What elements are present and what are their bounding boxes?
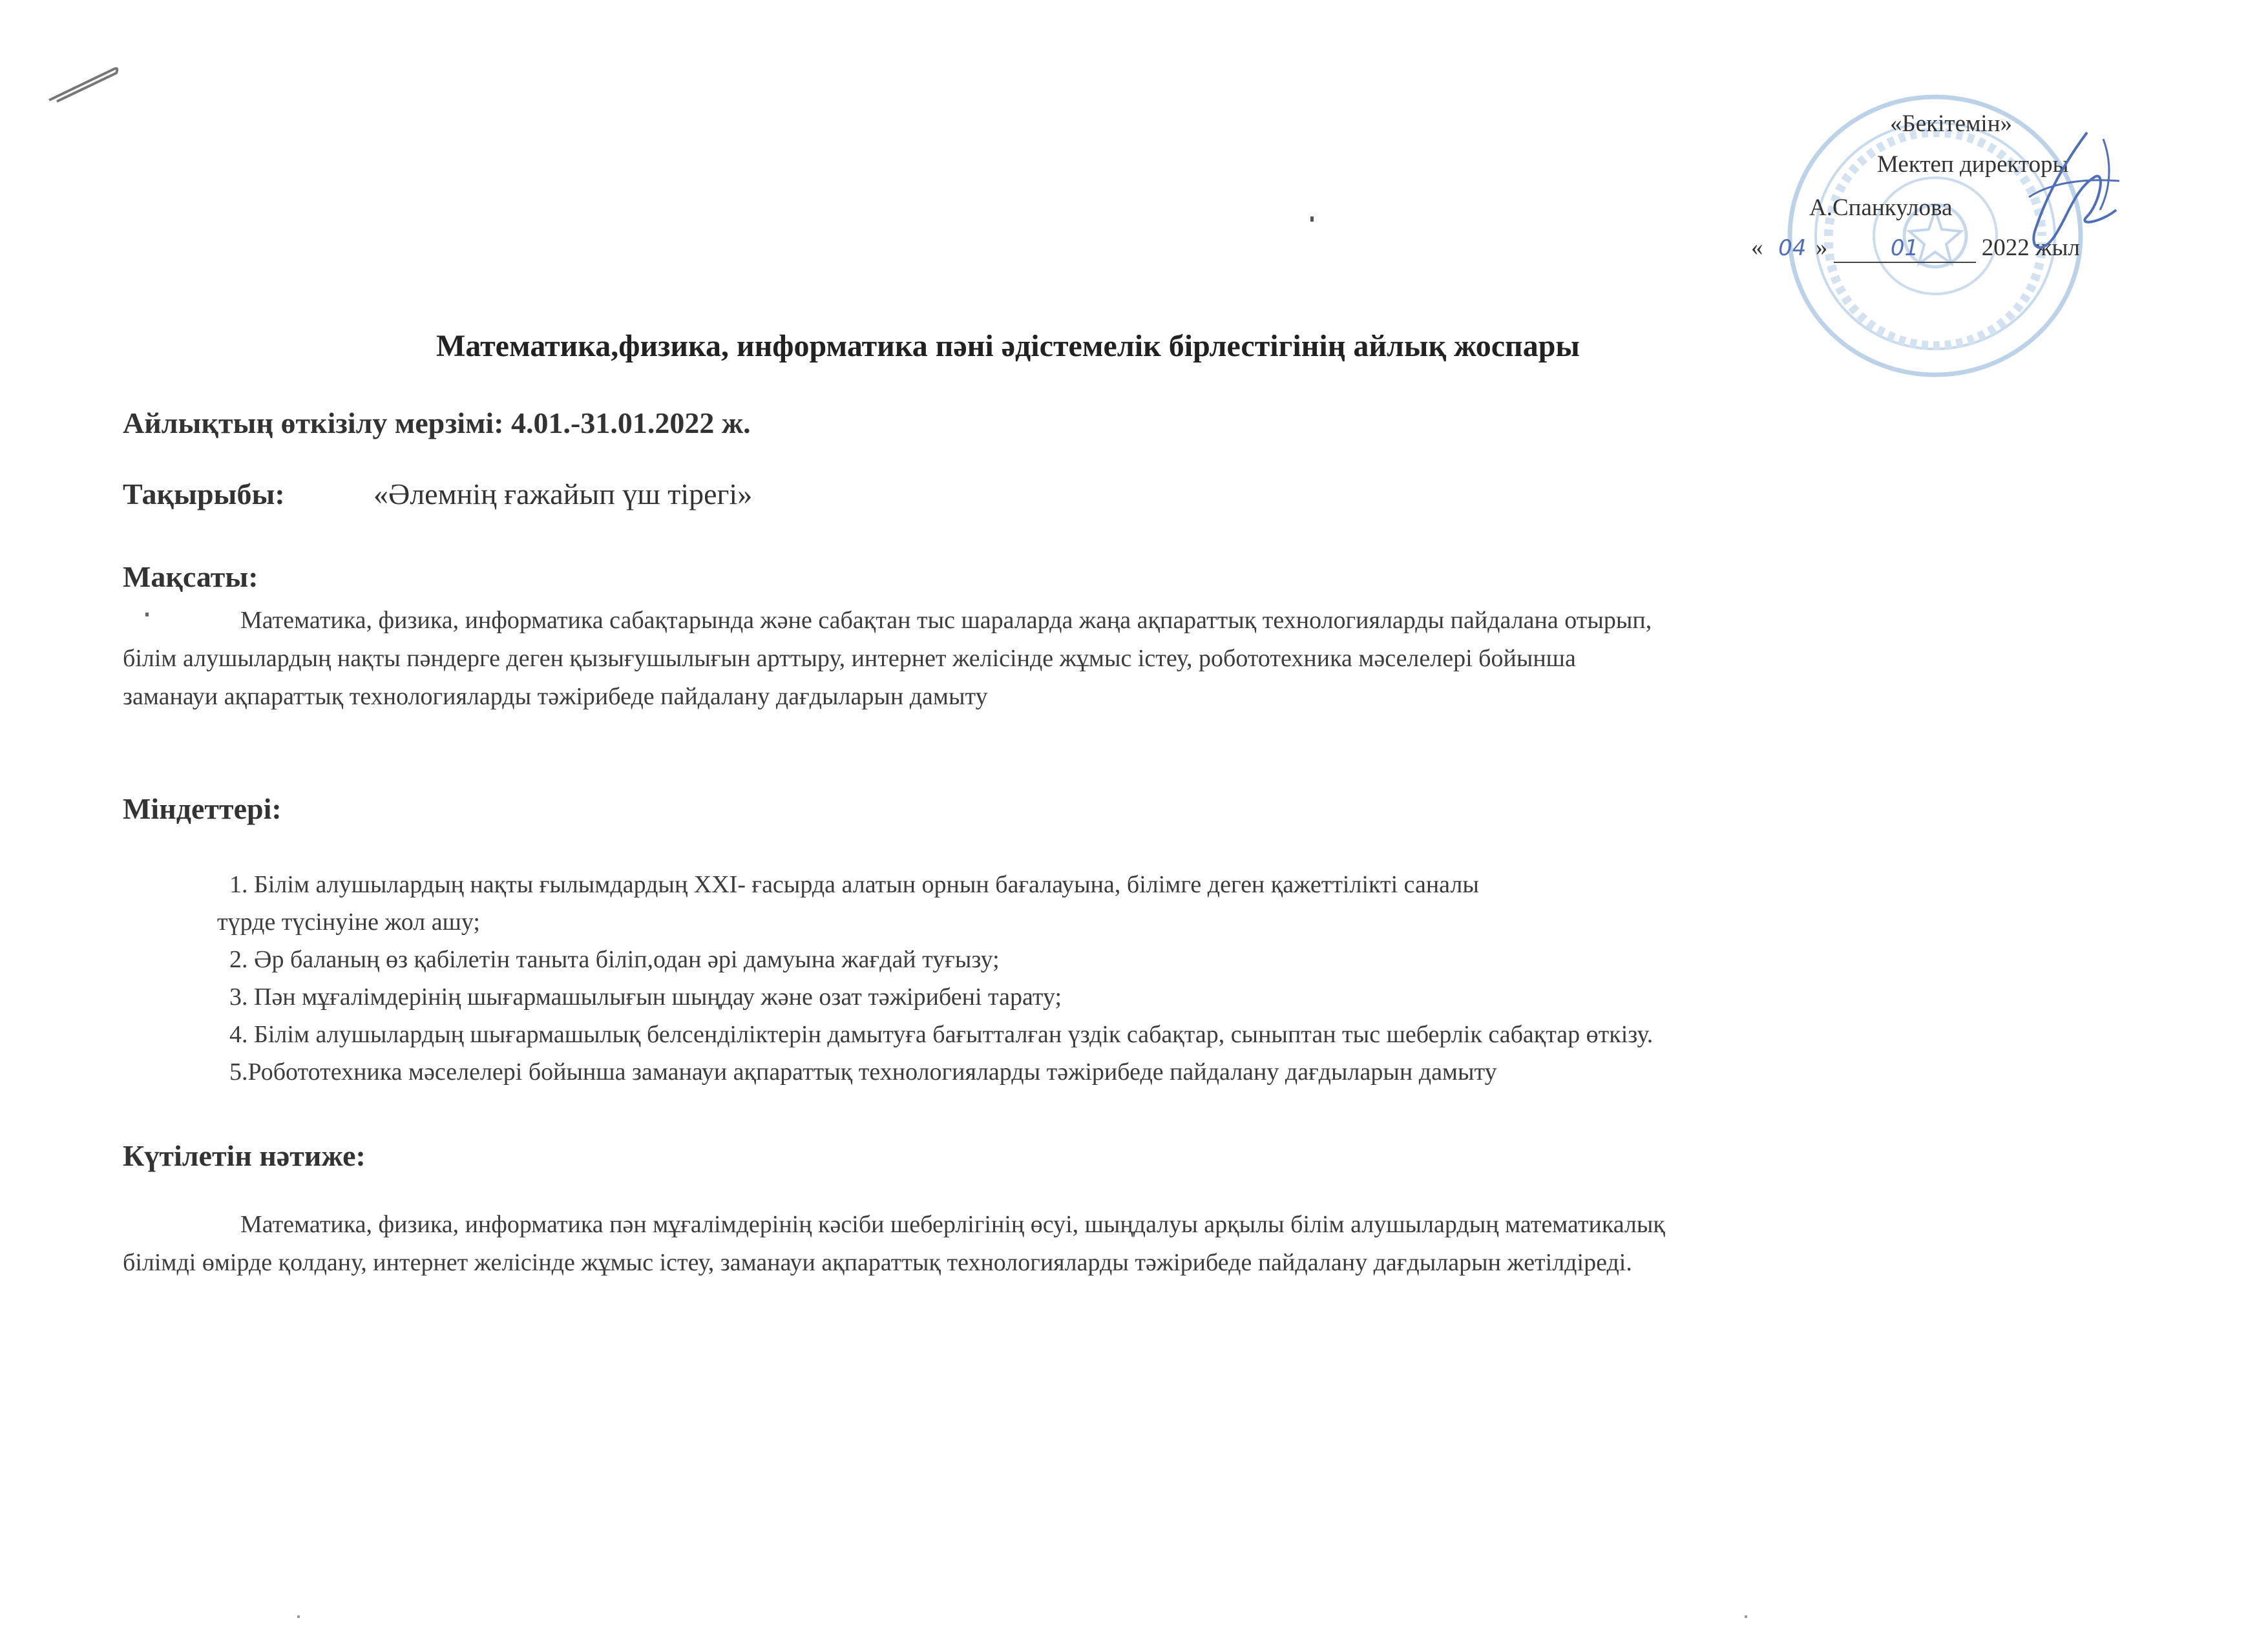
result-label: Күтілетін нәтиже: — [123, 1139, 366, 1172]
date-month-value: 01 — [1890, 235, 1919, 261]
scan-speck-bottom-left — [297, 1615, 300, 1618]
paper-clip-mark — [44, 61, 121, 107]
date-open-quote: « — [1751, 235, 1763, 261]
date-mid-quote: » — [1815, 235, 1828, 261]
tasks-label: Міндеттері: — [123, 792, 282, 825]
task-1-cont: түрде түсінуіне жол ашу; — [217, 909, 480, 936]
goal-line-3: заманауи ақпараттық технологияларды тәжірибеде пайдалану дағдыларын дамыту — [123, 683, 988, 710]
approval-name: А.Спанкулова — [1809, 194, 1953, 221]
task-4: 4. Білім алушылардың шығармашылық белсенділіктерін дамытуға бағытталған үздік сабақтар, сыныптан тыс шеберлік сабақтар өткізу. — [229, 1021, 1654, 1048]
task-2: 2. Әр баланың өз қабілетін таныта біліп,одан әрі дамуына жағдай туғызу; — [229, 946, 1000, 973]
task-5: 5.Робототехника мәселелері бойынша заманауи ақпараттық технологияларды тәжірибеде пайдалану дағдыларын дамыту — [229, 1058, 1497, 1086]
goal-line-1: Математика, физика, информатика сабақтарында және сабақтан тыс шараларда жаңа ақпараттық технологияларды пайдалана отырып, — [240, 607, 1652, 634]
scan-speck — [1310, 216, 1314, 222]
goal-bullet-speck — [145, 613, 149, 616]
topic-label: Тақырыбы: — [123, 478, 285, 510]
date-day: 04 — [1778, 235, 1807, 261]
approval-position: Мектеп директоры — [1877, 151, 2069, 178]
approval-label: «Бекітемін» — [1890, 110, 2013, 137]
goal-line-2: білім алушылардың нақты пәндерге деген қызығушылығын арттыру, интернет желісінде жұмыс істеу, робототехника мәселелері бойынша — [123, 645, 1576, 672]
date-year: 2022 жыл — [1981, 235, 2080, 261]
document-title: Математика,физика, информатика пәні әдістемелік бірлестігінің айлық жоспары — [436, 329, 1580, 363]
result-line-1: Математика, физика, информатика пән мұғалімдерінің кәсіби шеберлігінің өсуі, шыңдалуы арқылы білім алушылардың математикалық — [240, 1211, 1665, 1238]
goal-label: Мақсаты: — [123, 560, 258, 593]
task-1: 1. Білім алушылардың нақты ғылымдардың XXI- ғасырда алатын орнын бағалауына, білімге деген қажеттілікті саналы — [229, 871, 1479, 898]
topic-value: «Әлемнің ғажайып үш тірегі» — [373, 478, 753, 510]
director-signature — [1990, 120, 2145, 275]
task-3: 3. Пән мұғалімдерінің шығармашылығын шыңдау және озат тәжірибені тарату; — [229, 983, 1062, 1011]
scan-speck-bottom-right — [1745, 1615, 1747, 1618]
period-line: Айлықтың өткізілу мерзімі: 4.01.-31.01.2022 ж. — [123, 406, 751, 439]
date-month — [1834, 234, 1976, 263]
result-line-2: білімді өмірде қолдану, интернет желісінде жұмыс істеу, заманауи ақпараттық технологияларды тәжірибеде пайдалану дағдыларын жетілдіреді. — [123, 1249, 1632, 1276]
